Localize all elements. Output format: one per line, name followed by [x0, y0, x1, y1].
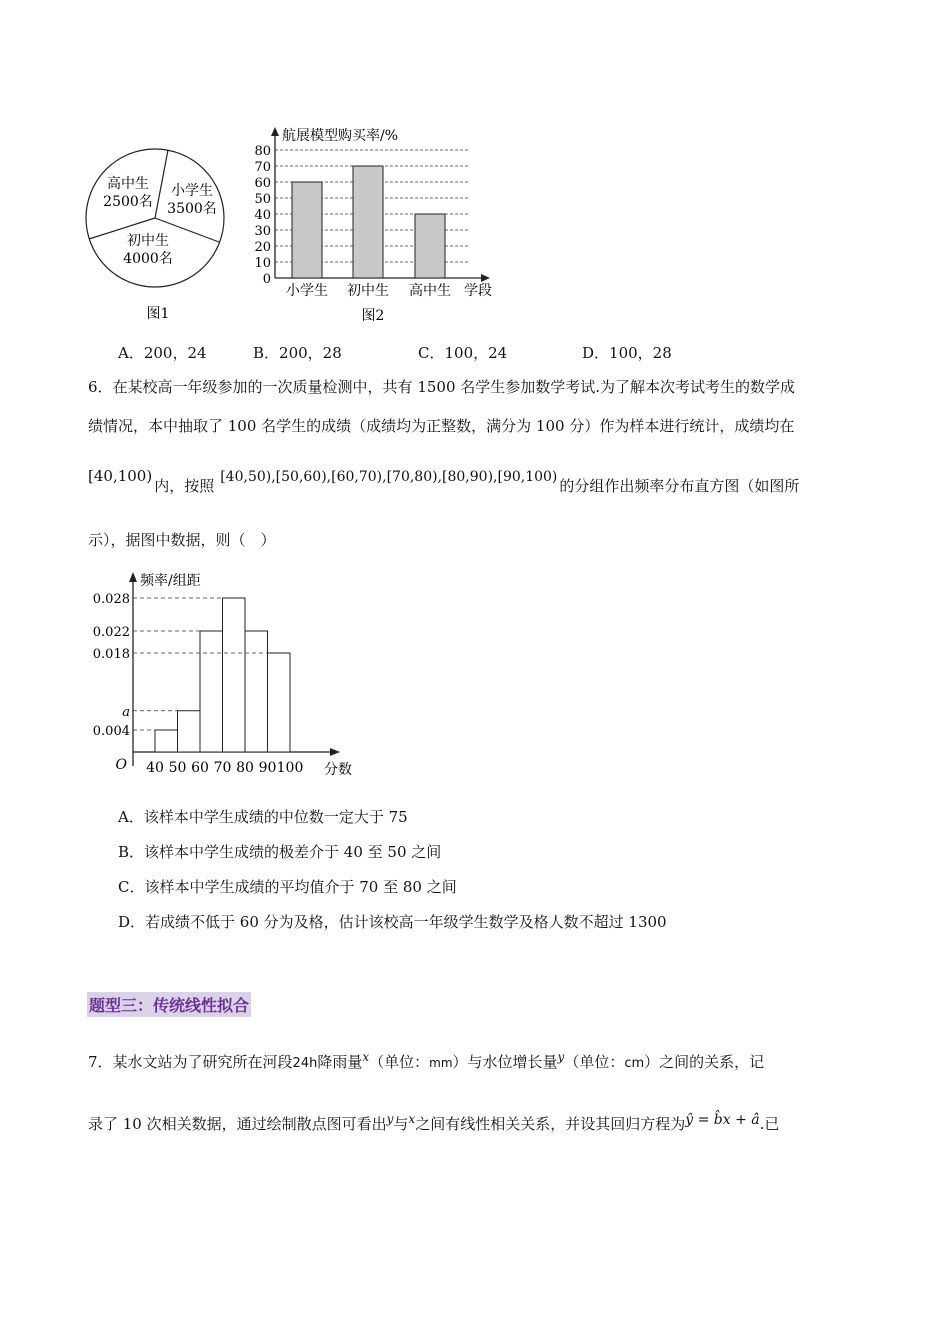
y-axis-label: 航展模型购买率/%	[282, 128, 399, 144]
pie-caption: 图1	[146, 306, 170, 322]
y-axis-arrow	[271, 127, 279, 136]
q6-line-2: 绩情况，本中抽取了 100 名学生的成绩（成绩均为正整数，满分为 100 分）作为样本进行统计，成绩均在	[88, 417, 795, 435]
y-tick-label: 50	[254, 192, 271, 207]
q6-option-d[interactable]: D．若成绩不低于 60 分为及格，估计该校高一年级学生数学及格人数不超过 1300	[118, 913, 667, 931]
histogram-bar	[178, 711, 201, 752]
histogram-bar	[223, 598, 246, 752]
bar	[292, 182, 322, 278]
pie-count-middle: 4000名	[123, 251, 173, 267]
histogram-bar	[155, 730, 178, 752]
y-tick-label: 30	[254, 224, 271, 239]
y-tick-label: 0.028	[92, 592, 130, 607]
x-axis-arrow	[481, 274, 490, 282]
section-heading: 题型三：传统线性拟合	[87, 992, 251, 1017]
bar-chart-purchase-rate	[250, 120, 510, 330]
y-axis-label: 频率/组距	[140, 573, 201, 589]
y-tick-label: 0.018	[92, 647, 130, 662]
bar	[353, 166, 383, 278]
origin-label: O	[115, 757, 127, 773]
q7-line-1: 7．某水文站为了研究所在河段24h降雨量$^x$（单位：mm）与水位增长量$^y$（单位：cm）之间的关系，记	[88, 1050, 765, 1071]
pie-label-middle: 初中生	[127, 233, 169, 249]
x-tick-label: 70	[213, 760, 232, 776]
pie-chart	[80, 138, 240, 338]
bar	[415, 214, 445, 278]
x-tick-label: 100	[276, 760, 304, 776]
pie-count-high: 2500名	[103, 194, 153, 210]
q5-option-d[interactable]: D．100，28	[582, 344, 672, 362]
y-axis-arrow	[129, 572, 137, 582]
y-tick-label: 20	[254, 240, 271, 255]
x-tick-label: 高中生	[409, 283, 451, 299]
q5-option-b[interactable]: B．200，28	[253, 344, 342, 362]
y-tick-label: 0.004	[92, 724, 130, 739]
histogram-bar	[200, 631, 223, 752]
chart-caption: 图2	[361, 308, 385, 324]
q6-option-c[interactable]: C．该样本中学生成绩的平均值介于 70 至 80 之间	[118, 878, 457, 896]
x-tick-label: 40	[146, 760, 164, 776]
x-axis-label: 分数	[324, 762, 352, 778]
y-tick-label: 0	[262, 272, 271, 287]
q6-line-3: [40,100)内，按照 [40,50),[50,60),[60,70),[70,80),[80,90),[90,100) 的分组作出频率分布直方图（如图所	[88, 467, 800, 495]
q7-line-2: 录了 10 次相关数据，通过绘制散点图可看出$^y$与$^x$之间有线性相关关系，并设其回归方程为ŷ = b̂x + â.已	[88, 1112, 780, 1133]
y-tick-label: 60	[254, 176, 271, 191]
q6-line-4: 示），据图中数据，则（ ）	[88, 531, 276, 549]
y-tick-label: 0.022	[92, 625, 130, 640]
x-axis-arrow	[330, 748, 340, 756]
pie-label-primary: 小学生	[171, 183, 213, 199]
histogram-bar	[245, 631, 268, 752]
x-tick-label: 80	[236, 760, 254, 776]
histogram-bar	[268, 653, 291, 752]
x-tick-label: 90	[258, 760, 277, 776]
interval-groups: [40,50),[50,60),[60,70),[70,80),[80,90),[90,100)	[220, 469, 558, 485]
y-tick-label: 70	[254, 160, 271, 175]
y-tick-label: a	[122, 704, 130, 720]
x-tick-label: 小学生	[286, 283, 328, 299]
x-tick-label: 60	[191, 760, 209, 776]
y-tick-label: 40	[254, 208, 271, 223]
x-tick-label: 50	[168, 760, 187, 776]
interval-main: [40,100)	[88, 467, 153, 485]
q6-line-1: 6．在某校高一年级参加的一次质量检测中，共有 1500 名学生参加数学考试.为了解本次考试考生的数学成	[88, 378, 796, 396]
q5-option-a[interactable]: A．200，24	[118, 344, 207, 362]
pie-label-high: 高中生	[107, 176, 149, 192]
histogram-score-frequency	[88, 566, 388, 786]
pie-count-primary: 3500名	[167, 201, 217, 217]
q6-option-a[interactable]: A．该样本中学生成绩的中位数一定大于 75	[118, 808, 408, 826]
q6-option-b[interactable]: B．该样本中学生成绩的极差介于 40 至 50 之间	[118, 843, 442, 861]
q5-option-c[interactable]: C．100，24	[418, 344, 508, 362]
y-tick-label: 10	[254, 256, 271, 271]
x-tick-label: 初中生	[347, 283, 389, 299]
regression-equation: ŷ = b̂x + â	[685, 1112, 760, 1128]
y-tick-label: 80	[254, 144, 271, 159]
x-axis-label: 学段	[464, 283, 492, 299]
